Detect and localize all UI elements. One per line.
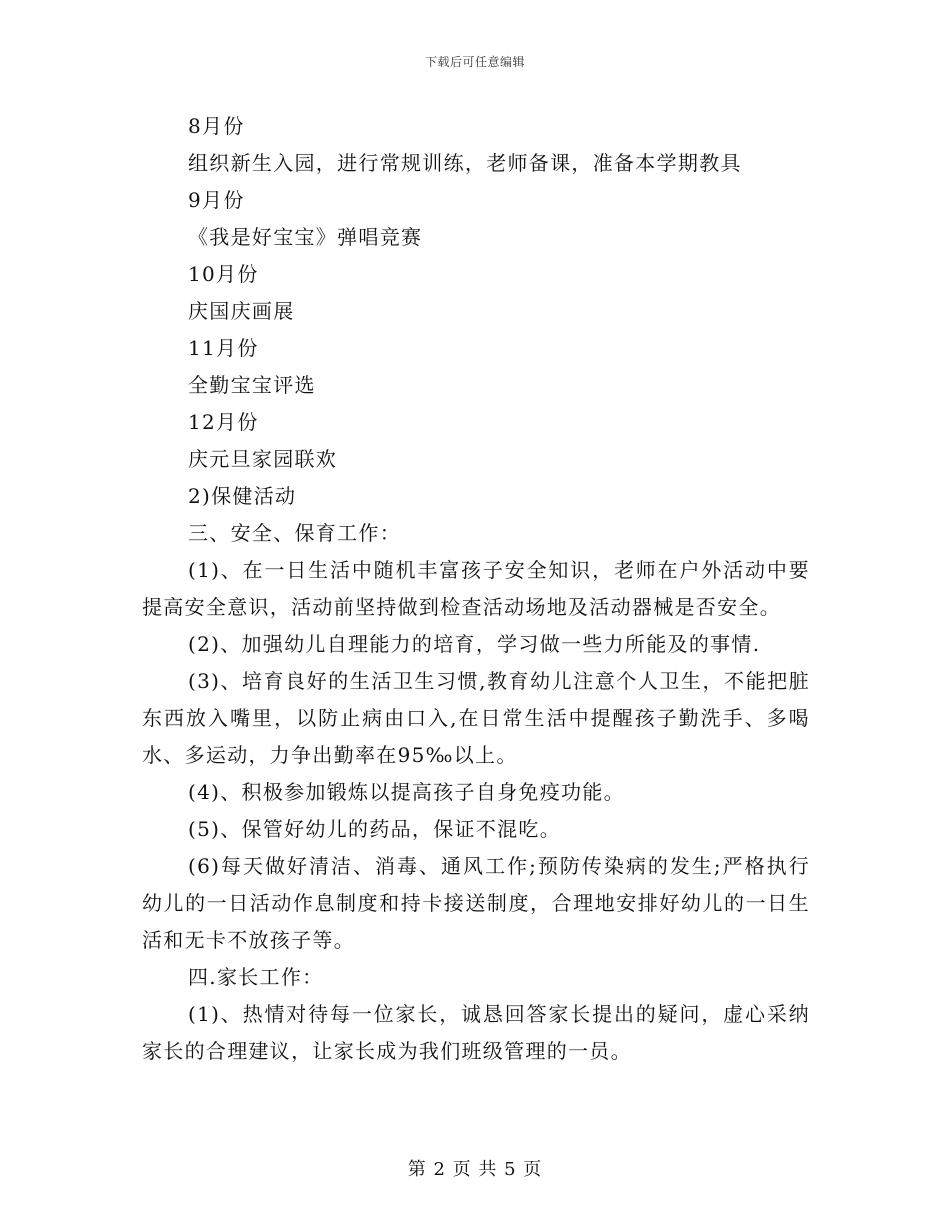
safety-item: (5)、保管好幼儿的药品，保证不混吃。	[188, 817, 562, 841]
safety-item: (1)、在一日生活中随机丰富孩子安全知识，老师在户外活动中要提高安全意识，活动前坚持做到检查活动场地及活动器械是否安全。	[142, 558, 810, 619]
health-activity-heading: 2)保健活动	[188, 484, 297, 508]
schedule-month: 11月份	[188, 336, 259, 360]
parents-section-heading: 四.家长工作：	[188, 965, 324, 989]
schedule-activity: 组织新生入园，进行常规训练，老师备课，准备本学期教具	[188, 151, 742, 175]
parents-item: (1)、热情对待每一位家长，诚恳回答家长提出的疑问，虚心采纳家长的合理建议，让家长成为我们班级管理的一员。	[142, 1002, 810, 1063]
safety-item: (3)、培育良好的生活卫生习惯,教育幼儿注意个人卫生，不能把脏东西放入嘴里，以防止病由口入,在日常生活中提醒孩子勤洗手、多喝水、多运动，力争出勤率在95‰以上。	[142, 669, 810, 767]
schedule-month: 9月份	[188, 188, 245, 212]
schedule-activity: 《我是好宝宝》弹唱竞赛	[188, 225, 423, 249]
safety-item: (6)每天做好清洁、消毒、通风工作;预防传染病的发生;严格执行幼儿的一日活动作息制度和持卡接送制度，合理地安排好幼儿的一日生活和无卡不放孩子等。	[142, 854, 810, 952]
page-number: 第 2 页 共 5 页	[407, 1159, 543, 1180]
safety-item: (2)、加强幼儿自理能力的培育，学习做一些力所能及的事情.	[188, 632, 761, 656]
schedule-month: 10月份	[188, 262, 259, 286]
schedule-month: 12月份	[188, 410, 259, 434]
safety-item: (4)、积极参加锻炼以提高孩子自身免疫功能。	[188, 780, 625, 804]
document-body	[142, 108, 810, 1070]
schedule-activity: 庆国庆画展	[188, 299, 295, 323]
safety-section-heading: 三、安全、保育工作：	[188, 521, 401, 545]
schedule-month: 8月份	[188, 114, 245, 138]
schedule-activity: 全勤宝宝评选	[188, 373, 316, 397]
schedule-activity: 庆元旦家园联欢	[188, 447, 338, 471]
page-header-note: 下载后可任意编辑	[424, 55, 525, 69]
